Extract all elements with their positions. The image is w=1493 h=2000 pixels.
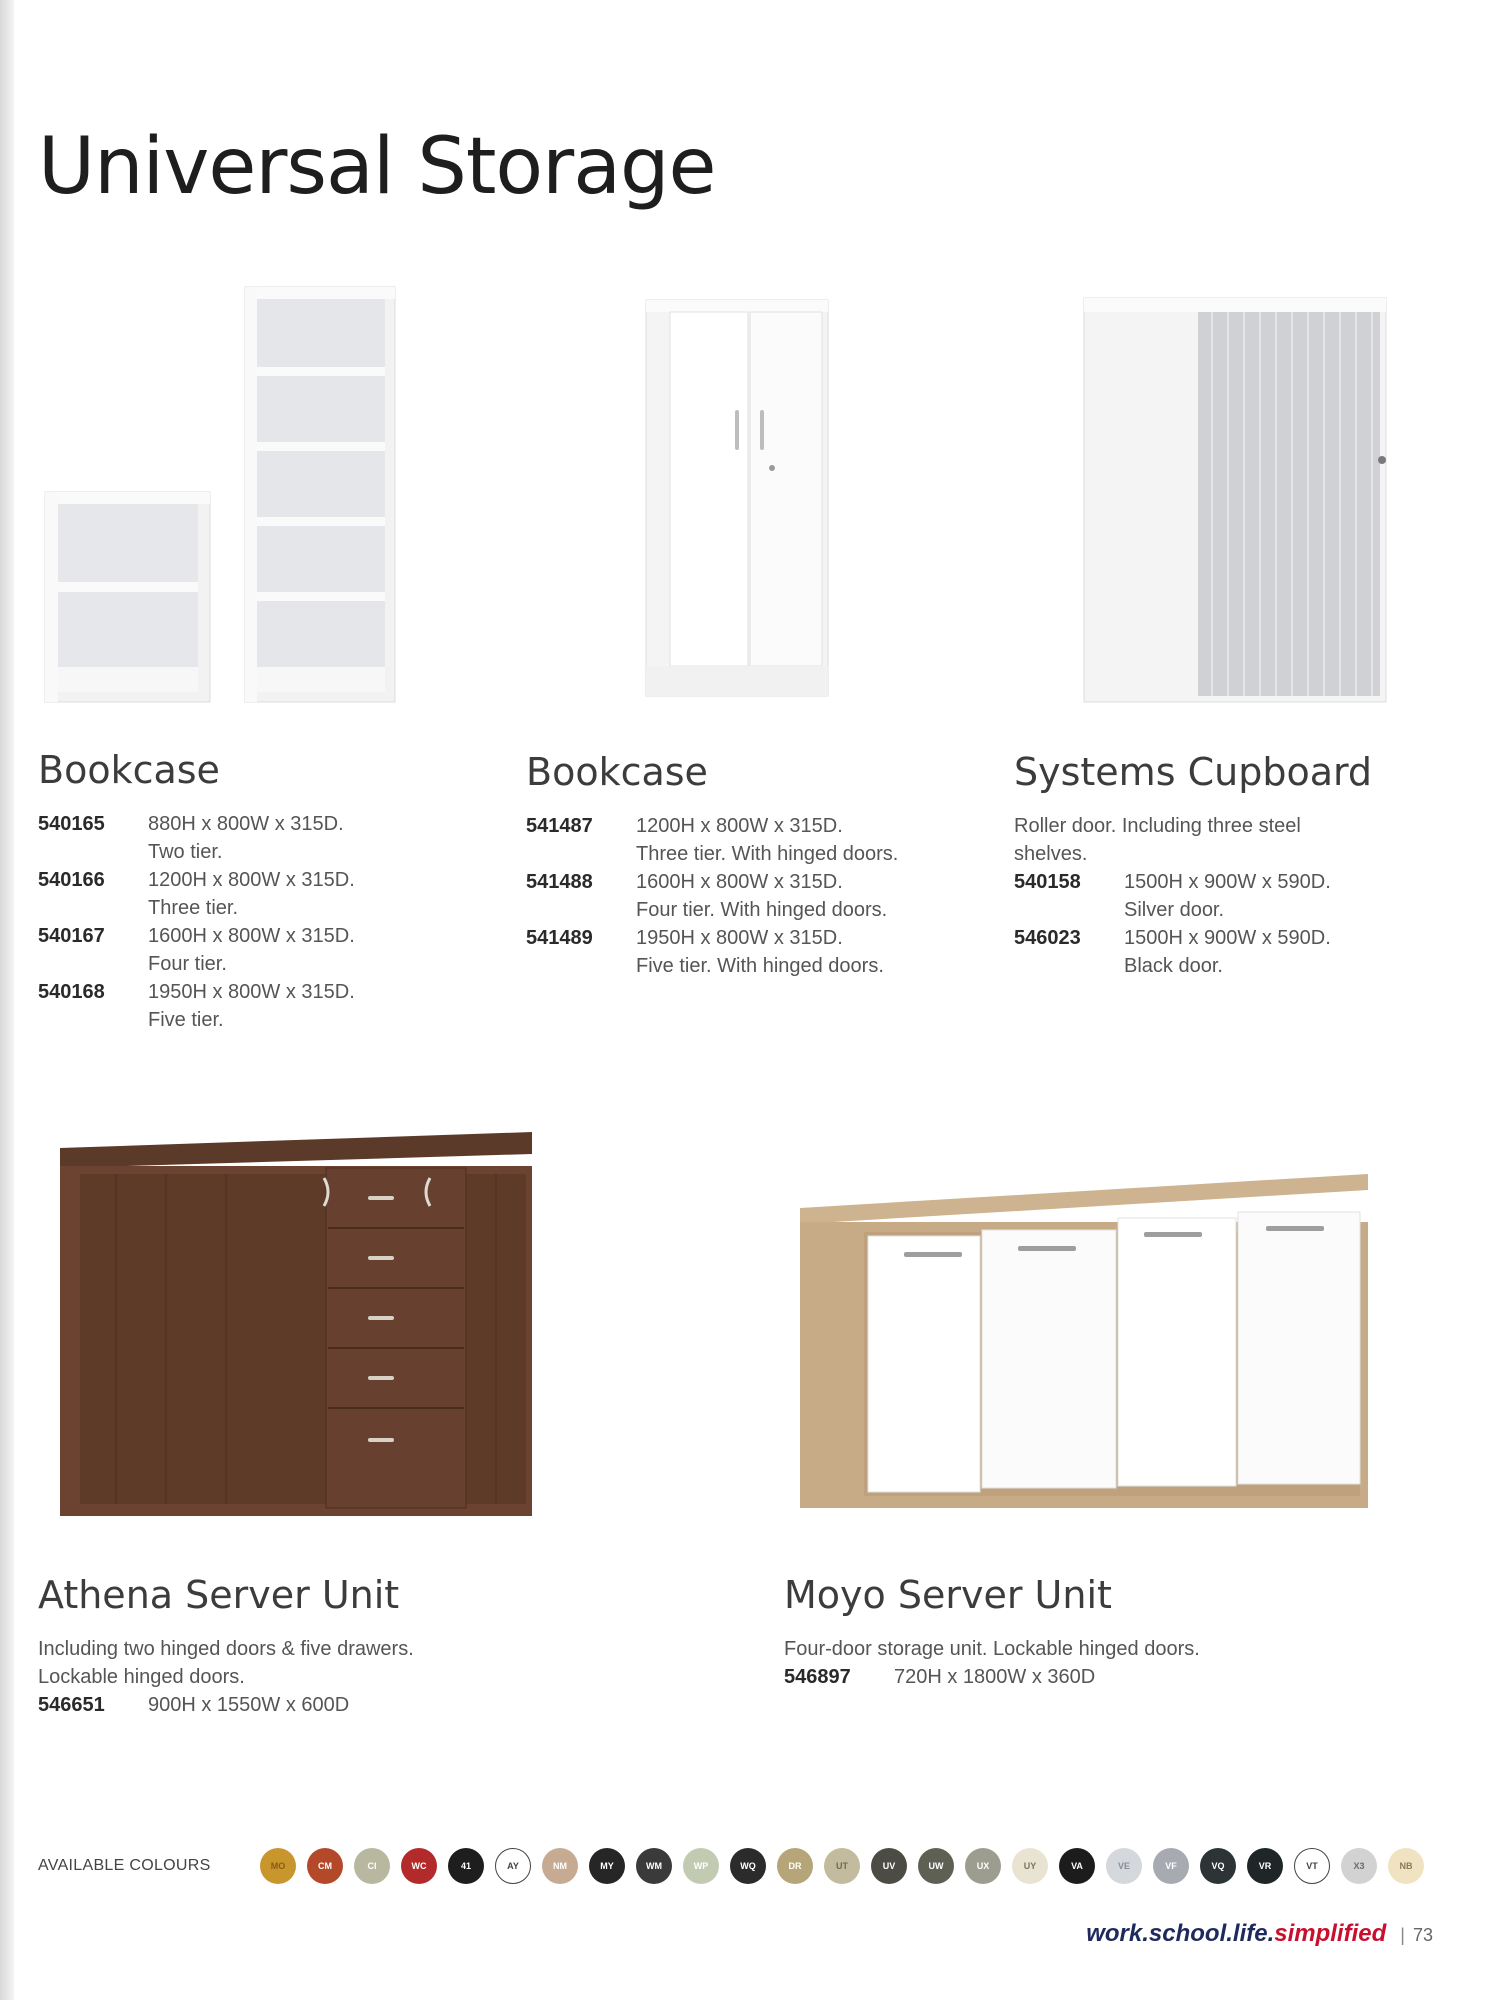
- athena-section: [38, 1573, 414, 1719]
- product-code: 546651: [38, 1694, 105, 1716]
- product-detail: Silver door.: [1124, 899, 1225, 921]
- colour-swatch: UX: [965, 1848, 1001, 1884]
- product-dimensions: 1500H x 900W x 590D.: [1124, 927, 1331, 949]
- colour-swatch: UY: [1012, 1848, 1048, 1884]
- product-code: 546023: [1014, 927, 1081, 949]
- page-title: Universal Storage: [38, 122, 716, 212]
- colour-swatch: VR: [1247, 1848, 1283, 1884]
- product-dimensions: 1600H x 800W x 315D.: [636, 871, 843, 893]
- product-code: 541488: [526, 871, 593, 893]
- colour-swatch-row: [260, 1848, 1435, 1884]
- colour-swatch: VF: [1153, 1848, 1189, 1884]
- product-detail: Three tier.: [148, 897, 239, 919]
- product-dimensions: 720H x 1800W x 360D: [894, 1666, 1096, 1688]
- page-spine-shadow: [0, 0, 14, 2000]
- product-detail: Three tier. With hinged doors.: [636, 843, 899, 865]
- product-detail: Four tier.: [148, 953, 227, 975]
- product-entry: [526, 868, 898, 924]
- slogan: [1086, 1920, 1386, 1948]
- colour-swatch: VE: [1106, 1848, 1142, 1884]
- product-entry: [38, 866, 355, 922]
- product-detail: Five tier.: [148, 1009, 224, 1031]
- product-note: Including two hinged doors & five drawers.: [38, 1638, 414, 1660]
- product-code: 540165: [38, 813, 105, 835]
- colour-swatch: X3: [1341, 1848, 1377, 1884]
- colours-label: AVAILABLE COLOURS: [38, 1857, 211, 1874]
- colour-swatch: WM: [636, 1848, 672, 1884]
- product-detail: Five tier. With hinged doors.: [636, 955, 884, 977]
- slogan-accent: simplified: [1274, 1920, 1387, 1947]
- colour-swatch: MY: [589, 1848, 625, 1884]
- product-code: 540158: [1014, 871, 1081, 893]
- colour-swatch: WP: [683, 1848, 719, 1884]
- product-detail: Two tier.: [148, 841, 223, 863]
- hinged-door-bookcase-image: [640, 292, 840, 702]
- product-dimensions: 1200H x 800W x 315D.: [148, 869, 355, 891]
- product-entry: [526, 812, 898, 868]
- product-note: shelves.: [1014, 843, 1088, 865]
- colour-swatch: UT: [824, 1848, 860, 1884]
- colour-swatch: CM: [307, 1848, 343, 1884]
- colour-swatch: MO: [260, 1848, 296, 1884]
- colour-swatch: VT: [1294, 1848, 1330, 1884]
- systems-cupboard-image: [1080, 290, 1400, 710]
- product-entry: [1014, 868, 1372, 924]
- bookcase-doors-section: [526, 750, 898, 980]
- colour-swatch: 41: [448, 1848, 484, 1884]
- colour-swatch: NM: [542, 1848, 578, 1884]
- product-entry: [784, 1663, 1200, 1691]
- product-dimensions: 880H x 800W x 315D.: [148, 813, 344, 835]
- colour-swatch: AY: [495, 1848, 531, 1884]
- product-entry: [38, 1691, 414, 1719]
- section-title: Bookcase: [38, 748, 220, 792]
- product-detail: Black door.: [1124, 955, 1223, 977]
- moyo-section: [784, 1573, 1200, 1691]
- product-code: 540167: [38, 925, 105, 947]
- section-title: Systems Cupboard: [1014, 750, 1373, 794]
- product-dimensions: 1200H x 800W x 315D.: [636, 815, 843, 837]
- systems-cupboard-section: [1014, 750, 1372, 980]
- page-number: 73: [1412, 1925, 1433, 1945]
- athena-server-unit-image: [56, 1128, 536, 1520]
- bookcase-image: [40, 282, 410, 712]
- footer-separator: |: [1400, 1925, 1405, 1945]
- product-dimensions: 1600H x 800W x 315D.: [148, 925, 355, 947]
- colour-swatch: UV: [871, 1848, 907, 1884]
- available-colours: [38, 1848, 1435, 1884]
- product-code: 540168: [38, 981, 105, 1003]
- product-code: 541487: [526, 815, 593, 837]
- bookcase-open-section: [38, 748, 355, 1034]
- colour-swatch: UW: [918, 1848, 954, 1884]
- section-title: Bookcase: [526, 750, 708, 794]
- product-entry: [526, 924, 898, 980]
- product-code: 541489: [526, 927, 593, 949]
- product-dimensions: 1500H x 900W x 590D.: [1124, 871, 1331, 893]
- colour-swatch: VA: [1059, 1848, 1095, 1884]
- section-title: Athena Server Unit: [38, 1573, 400, 1617]
- product-entry: [38, 810, 355, 866]
- product-code: 540166: [38, 869, 105, 891]
- colour-swatch: VQ: [1200, 1848, 1236, 1884]
- product-code: 546897: [784, 1666, 851, 1688]
- product-dimensions: 900H x 1550W x 600D: [148, 1694, 350, 1716]
- product-entry: [38, 922, 355, 978]
- product-note: Four-door storage unit. Lockable hinged doors.: [784, 1638, 1200, 1660]
- moyo-server-unit-image: [796, 1168, 1372, 1514]
- slogan-main: work.school.life.: [1086, 1920, 1275, 1947]
- product-detail: Four tier. With hinged doors.: [636, 899, 888, 921]
- colour-swatch: WC: [401, 1848, 437, 1884]
- colour-swatch: DR: [777, 1848, 813, 1884]
- product-dimensions: 1950H x 800W x 315D.: [636, 927, 843, 949]
- colour-swatch: NB: [1388, 1848, 1424, 1884]
- product-entry: [38, 978, 355, 1034]
- page-footer: [1086, 1920, 1433, 1948]
- product-dimensions: 1950H x 800W x 315D.: [148, 981, 355, 1003]
- colour-swatch: WQ: [730, 1848, 766, 1884]
- product-entry: [1014, 924, 1372, 980]
- product-note: Lockable hinged doors.: [38, 1666, 245, 1688]
- section-title: Moyo Server Unit: [784, 1573, 1112, 1617]
- product-note: Roller door. Including three steel: [1014, 815, 1301, 837]
- colour-swatch: CI: [354, 1848, 390, 1884]
